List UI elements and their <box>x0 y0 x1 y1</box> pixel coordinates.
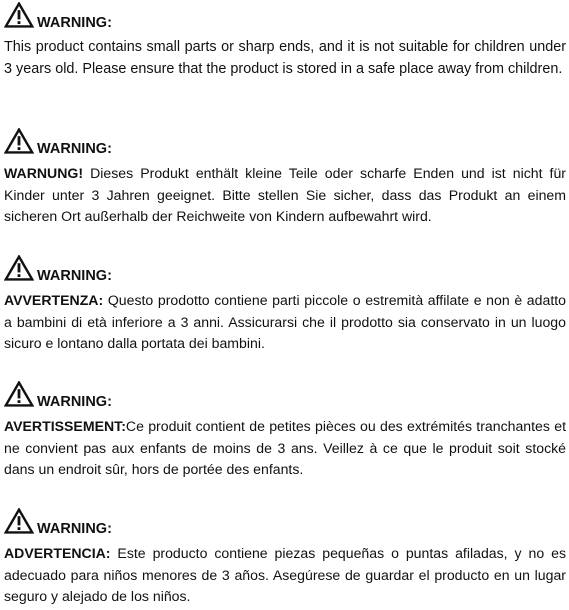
warning-title: WARNING: <box>37 15 112 31</box>
warning-header <box>4 255 566 285</box>
warning-header <box>4 128 566 158</box>
warning-label: WARNUNG! <box>4 165 84 181</box>
warning-body: Ce produit contient de petites pièces ou des extrémités tranchantes et ne convient pas aux enfants de moins de 3 ans. Veillez à ce que le produit soit stocké dans un endroit sûr, hors de portée des enfants. <box>4 418 566 477</box>
warning-header <box>4 381 566 411</box>
warning-section-italian <box>4 255 566 355</box>
warning-text <box>4 543 566 608</box>
warning-header <box>4 2 566 32</box>
warning-label: AVVERTENZA: <box>4 292 104 308</box>
warning-text <box>4 290 566 355</box>
warning-body: This product contains small parts or sharp ends, and it is not suitable for children under 3 years old. Please ensure that the product is stored in a safe place away from children. <box>4 39 566 77</box>
warning-text <box>4 416 566 481</box>
warning-header <box>4 508 566 538</box>
warning-body: Este producto contiene piezas pequeñas o puntas afiladas, y no es adecuado para niños menores de 3 años. Asegúrese de guardar el producto en un lugar seguro y alejado de los niños. <box>4 545 566 604</box>
warning-section-german <box>4 128 566 228</box>
warning-text <box>4 37 566 80</box>
warning-section-french <box>4 381 566 481</box>
warning-title: WARNING: <box>37 141 112 157</box>
warning-triangle-icon <box>4 128 34 154</box>
warning-triangle-icon <box>4 508 34 534</box>
warning-body: Questo prodotto contiene parti piccole o estremità affilate e non è adatto a bambini di età inferiore a 3 anni. Assicurarsi che il prodotto sia conservato in un luogo sicuro e lontano dalla portata dei bambini. <box>4 292 566 351</box>
warning-title: WARNING: <box>37 394 112 410</box>
warning-triangle-icon <box>4 381 34 407</box>
warning-triangle-icon <box>4 2 34 28</box>
warning-title: WARNING: <box>37 268 112 284</box>
warning-body: Dieses Produkt enthält kleine Teile oder scharfe Enden und ist nicht für Kinder unter 3 Jahren geeignet. Bitte stellen Sie sicher, dass das Produkt an einem sicheren Ort außerhalb der Reichweite von Kindern aufbewahrt wird. <box>4 165 566 224</box>
warning-triangle-icon <box>4 255 34 281</box>
warning-text <box>4 163 566 228</box>
warning-section-english <box>4 2 566 80</box>
warning-label: ADVERTENCIA: <box>4 545 111 561</box>
warning-section-spanish <box>4 508 566 608</box>
warning-label: AVERTISSEMENT: <box>4 418 126 434</box>
warning-title: WARNING: <box>37 521 112 537</box>
